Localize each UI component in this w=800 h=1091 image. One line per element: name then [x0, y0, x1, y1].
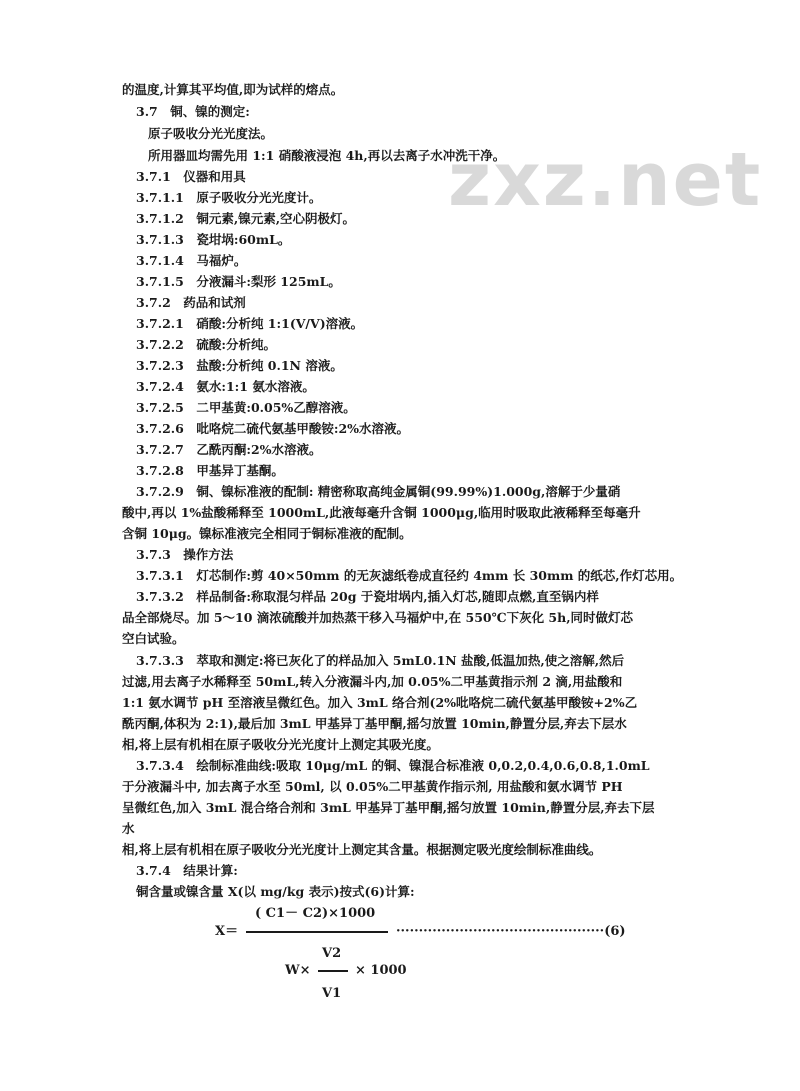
text-line: 3.7.2.7 乙酰丙酮:2%水溶液。	[136, 442, 322, 457]
text-line: 相,将上层有机相在原子吸收分光光度计上测定其含量。根据测定吸光度绘制标准曲线。	[122, 842, 602, 857]
text-line: 所用器皿均需先用 1:1 硝酸液浸泡 4h,再以去离子水冲洗干净。	[148, 148, 506, 163]
section-heading: 3.7.4 结果计算:	[136, 863, 238, 878]
formula-times-1000: × 1000	[355, 963, 407, 978]
text-line: 1:1 氨水调节 pH 至溶液呈微红色。加入 3mL 络合剂(2%吡咯烷二硫代氨基甲酸铵+2%乙	[122, 695, 638, 710]
text-line: 的温度,计算其平均值,即为试样的熔点。	[122, 82, 344, 97]
text-line: 3.7.3.2 样品制备:称取混匀样品 20g 于瓷坩埚内,插入灯芯,随即点燃,直至锅内样	[136, 589, 599, 604]
text-line: 过滤,用去离子水稀释至 50mL,转入分液漏斗内,加 0.05%二甲基黄指示剂 2 滴,用盐酸和	[122, 674, 623, 689]
section-heading: 3.7 铜、镍的测定:	[136, 104, 250, 119]
text-line: 3.7.2.2 硫酸:分析纯。	[136, 337, 276, 352]
text-line: 3.7.3.4 绘制标准曲线:吸取 10μg/mL 的铜、镍混合标准液 0,0.2,0.4,0.6,0.8,1.0mL	[136, 758, 650, 773]
text-line: 品全部烧尽。加 5～10 滴浓硫酸并加热蒸干移入马福炉中,在 550℃下灰化 5h,同时做灯芯	[122, 610, 634, 625]
text-line: 水	[122, 821, 135, 836]
watermark: zxz.net	[448, 137, 763, 223]
text-line: 铜含量或镍含量 X(以 mg/kg 表示)按式(6)计算:	[136, 884, 415, 899]
text-line: 3.7.2.9 铜、镍标准液的配制: 精密称取高纯金属铜(99.99%)1.000g,溶解于少量硝	[136, 484, 621, 499]
text-line: 3.7.1.4 马福炉。	[136, 253, 247, 268]
text-line: 3.7.2.8 甲基异丁基酮。	[136, 463, 284, 478]
text-line: 3.7.2.5 二甲基黄:0.05%乙醇溶液。	[136, 400, 356, 415]
text-line: 原子吸收分光光度法。	[148, 126, 274, 141]
formula-subfraction-line	[318, 970, 348, 972]
section-heading: 3.7.1 仪器和用具	[136, 169, 246, 184]
text-line: 3.7.3.3 萃取和测定:将已灰化了的样品加入 5mL0.1N 盐酸,低温加热,使之溶解,然后	[136, 653, 625, 668]
text-line: 呈微红色,加入 3mL 混合络合剂和 3mL 甲基异丁基甲酮,摇匀放置 10min,静置分层,弃去下层	[122, 800, 655, 815]
section-heading: 3.7.2 药品和试剂	[136, 295, 246, 310]
formula-fraction-line	[246, 931, 388, 933]
text-line: 3.7.2.1 硝酸:分析纯 1:1(V/V)溶液。	[136, 316, 364, 331]
formula-equation-number: ··············································(6)	[396, 924, 626, 939]
text-line: 3.7.2.6 吡咯烷二硫代氨基甲酸铵:2%水溶液。	[136, 421, 410, 436]
text-line: 酰丙酮,体积为 2:1),最后加 3mL 甲基异丁基甲酮,摇匀放置 10min,静置分层,弃去下层水	[122, 716, 627, 731]
text-line: 3.7.1.5 分液漏斗:梨形 125mL。	[136, 274, 341, 289]
text-line: 含铜 10μg。镍标准液完全相同于铜标准液的配制。	[122, 526, 412, 541]
text-line: 相,将上层有机相在原子吸收分光光度计上测定其吸光度。	[122, 737, 439, 752]
text-line: 3.7.1.1 原子吸收分光光度计。	[136, 190, 322, 205]
formula-v1: V1	[322, 986, 342, 1001]
text-line: 于分液漏斗中, 加去离子水至 50ml, 以 0.05%二甲基黄作指示剂, 用盐酸和氨水调节 PH	[122, 779, 623, 794]
formula-w: W×	[285, 963, 311, 978]
formula-lhs: X＝	[215, 924, 239, 939]
text-line: 3.7.1.3 瓷坩埚:60mL。	[136, 232, 291, 247]
text-line: 3.7.3.1 灯芯制作:剪 40×50mm 的无灰滤纸卷成直径约 4mm 长 30mm 的纸芯,作灯芯用。	[136, 568, 683, 583]
text-line: 3.7.1.2 铜元素,镍元素,空心阴极灯。	[136, 211, 356, 226]
text-line: 空白试验。	[122, 631, 185, 646]
text-line: 酸中,再以 1%盐酸稀释至 1000mL,此液每毫升含铜 1000μg,临用时吸取此液稀释至每毫升	[122, 505, 641, 520]
text-line: 3.7.2.4 氨水:1:1 氨水溶液。	[136, 379, 315, 394]
formula-v2: V2	[322, 946, 342, 961]
formula-numerator: ( C1－ C2)×1000	[255, 906, 376, 921]
text-line: 3.7.2.3 盐酸:分析纯 0.1N 溶液。	[136, 358, 343, 373]
section-heading: 3.7.3 操作方法	[136, 547, 234, 562]
